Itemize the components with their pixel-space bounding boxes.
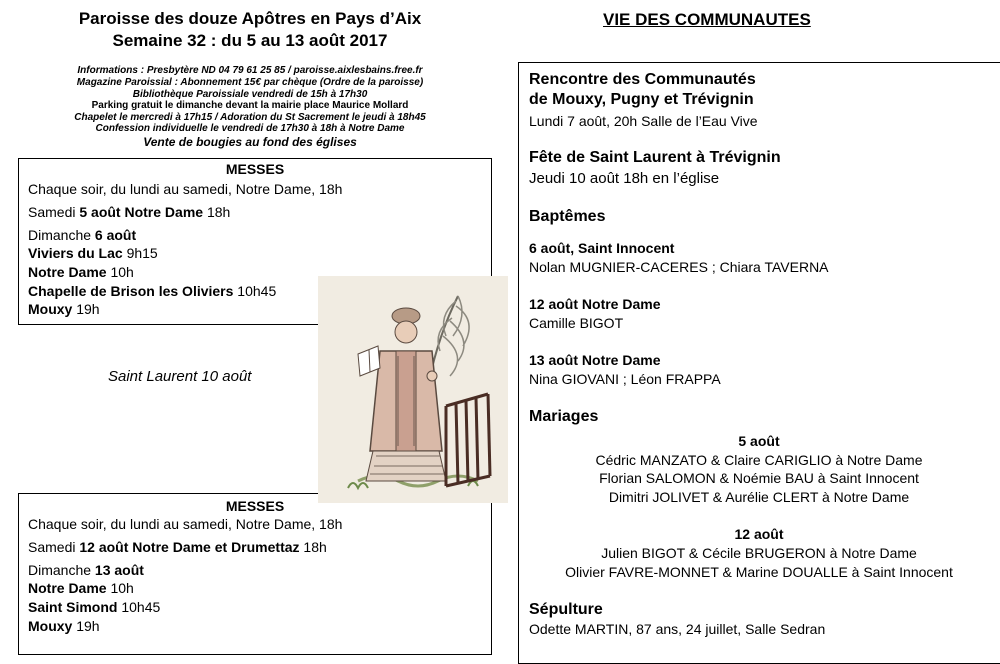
info-line-parking: Parking gratuit le dimanche devant la mairie place Maurice Mollard [91,100,409,111]
mass-item: Saint Simond 10h45 [28,599,161,615]
rencontre-title-line1: Rencontre des Communautés [529,71,756,88]
bapteme-heading: 13 août Notre Dame [529,352,661,368]
mariage-line: Florian SALOMON & Noémie BAU à Saint Innocent [599,470,919,486]
mariage-line: Julien BIGOT & Cécile BRUGERON à Notre Dame [601,545,917,561]
mass-item: Mouxy 19h [28,618,100,634]
saint-laurent-icon [318,276,508,503]
daily-mass-line: Chaque soir, du lundi au samedi, Notre Dame, 18h [28,516,343,532]
mass-item: Chapelle de Brison les Oliviers 10h45 [28,283,277,299]
mass-item: Mouxy 19h [28,301,100,317]
info-line-chapelet: Chapelet le mercredi à 17h15 / Adoration du St Sacrement le jeudi à 18h45 [74,112,426,123]
parish-title: Paroisse des douze Apôtres en Pays d’Aix [78,9,422,28]
bapteme-heading: 6 août, Saint Innocent [529,240,675,256]
week-title: Semaine 32 : du 5 au 13 août 2017 [112,31,388,50]
mass-item: Viviers du Lac 9h15 [28,245,158,261]
info-line-magazine: Magazine Paroissial : Abonnement 15€ par chèque (Ordre de la paroisse) [76,77,424,88]
rencontre-text: Lundi 7 août, 20h Salle de l’Eau Vive [529,113,758,129]
communities-box [518,62,1000,664]
mass-item: Notre Dame 10h [28,580,134,596]
mariage-date: 12 août [734,526,784,542]
saturday-line: Samedi 12 août Notre Dame et Drumettaz 18h [28,539,327,555]
mass-item: Notre Dame 10h [28,264,134,280]
saint-caption: Saint Laurent 10 août [108,368,252,385]
bapteme-names: Nolan MUGNIER-CACERES ; Chiara TAVERNA [529,259,829,275]
info-line-library: Bibliothèque Paroissiale vendredi de 15h à 17h30 [132,89,368,100]
mariages-title: Mariages [529,408,599,425]
mariage-line: Cédric MANZATO & Claire CARIGLIO à Notre Dame [595,452,923,468]
mariage-line: Dimitri JOLIVET & Aurélie CLERT à Notre Dame [608,489,910,505]
saint-laurent-illustration [318,276,508,503]
info-line-phone: Informations : Presbytère ND 04 79 61 25 85 / paroisse.aixlesbains.free.fr [77,65,423,76]
mariage-line: Olivier FAVRE-MONNET & Marine DOUALLE à Saint Innocent [565,564,953,580]
bapteme-names: Camille BIGOT [529,315,624,331]
fete-title: Fête de Saint Laurent à Trévignin [529,149,781,166]
sunday-line: Dimanche 6 août [28,227,137,243]
info-line-confession: Confession individuelle le vendredi de 17h30 à 18h à Notre Dame [95,123,405,134]
baptemes-title: Baptêmes [529,208,606,225]
info-line-candles: Vente de bougies au fond des églises [143,135,357,149]
messes-title: MESSES [225,161,285,177]
sepulture-title: Sépulture [529,601,603,618]
sepulture-text: Odette MARTIN, 87 ans, 24 juillet, Salle Sedran [529,621,826,637]
messes-title: MESSES [225,498,285,514]
rencontre-title-line2: de Mouxy, Pugny et Trévignin [529,91,754,108]
sunday-line: Dimanche 13 août [28,562,144,578]
messes-box-week2 [18,493,492,655]
daily-mass-line: Chaque soir, du lundi au samedi, Notre Dame, 18h [28,181,343,197]
bapteme-names: Nina GIOVANI ; Léon FRAPPA [529,371,721,387]
saturday-line: Samedi 5 août Notre Dame 18h [28,204,231,220]
communities-title: VIE DES COMMUNAUTES [603,10,811,29]
fete-text: Jeudi 10 août 18h en l’église [529,170,720,187]
mariage-date: 5 août [738,433,780,449]
bapteme-heading: 12 août Notre Dame [529,296,661,312]
